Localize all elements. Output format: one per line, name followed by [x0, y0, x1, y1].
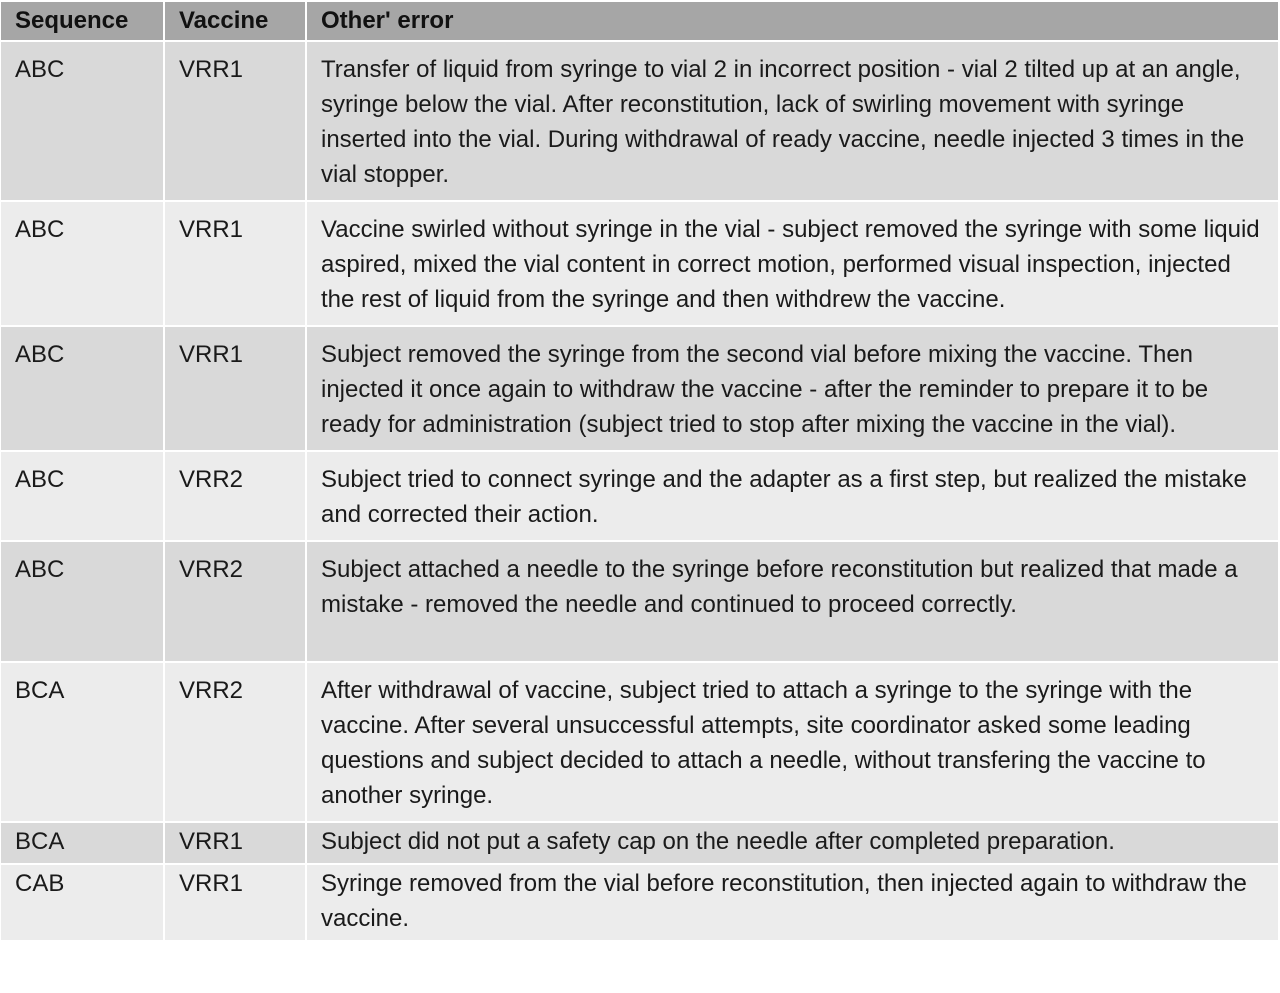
- cell-error: Vaccine swirled without syringe in the vial - subject removed the syringe with some liquid aspired, mixed the vial content in correct motion, performed visual inspection, injected the rest of liquid from the syringe and then withdrew the vaccine.: [306, 201, 1278, 326]
- table-row: [1, 822, 1278, 864]
- table-row: [1, 201, 1278, 326]
- cell-sequence: CAB: [1, 864, 164, 941]
- cell-vaccine: VRR2: [164, 662, 306, 822]
- cell-vaccine: VRR2: [164, 451, 306, 541]
- cell-error: Subject did not put a safety cap on the needle after completed preparation.: [306, 822, 1278, 864]
- table-row: [1, 326, 1278, 451]
- cell-vaccine: VRR1: [164, 864, 306, 941]
- cell-sequence: BCA: [1, 662, 164, 822]
- cell-vaccine: VRR1: [164, 822, 306, 864]
- table-row: [1, 541, 1278, 662]
- header-other-error: Other' error: [306, 2, 1278, 41]
- cell-vaccine: VRR2: [164, 541, 306, 662]
- cell-error: Subject removed the syringe from the second vial before mixing the vaccine. Then injected it once again to withdraw the vaccine - after the reminder to prepare it to be ready for administration (subject tried to stop after mixing the vaccine in the vial).: [306, 326, 1278, 451]
- cell-vaccine: VRR1: [164, 201, 306, 326]
- header-row: [1, 2, 1278, 41]
- cell-sequence: ABC: [1, 201, 164, 326]
- table-row: [1, 864, 1278, 941]
- header-vaccine: Vaccine: [164, 2, 306, 41]
- cell-sequence: BCA: [1, 822, 164, 864]
- cell-vaccine: VRR1: [164, 326, 306, 451]
- cell-sequence: ABC: [1, 541, 164, 662]
- error-table: [1, 2, 1278, 942]
- cell-error: Subject tried to connect syringe and the adapter as a first step, but realized the mistake and corrected their action.: [306, 451, 1278, 541]
- cell-error: Transfer of liquid from syringe to vial 2 in incorrect position - vial 2 tilted up at an angle, syringe below the vial. After reconstitution, lack of swirling movement with syringe inserted into the vial. During withdrawal of ready vaccine, needle injected 3 times in the vial stopper.: [306, 41, 1278, 201]
- table-row: [1, 41, 1278, 201]
- cell-sequence: ABC: [1, 326, 164, 451]
- table-row: [1, 451, 1278, 541]
- cell-sequence: ABC: [1, 451, 164, 541]
- cell-vaccine: VRR1: [164, 41, 306, 201]
- cell-error: After withdrawal of vaccine, subject tried to attach a syringe to the syringe with the vaccine. After several unsuccessful attempts, site coordinator asked some leading questions and subject decided to attach a needle, without transfering the vaccine to another syringe.: [306, 662, 1278, 822]
- header-sequence: Sequence: [1, 2, 164, 41]
- cell-error: Subject attached a needle to the syringe before reconstitution but realized that made a mistake - removed the needle and continued to proceed correctly.: [306, 541, 1278, 662]
- cell-sequence: ABC: [1, 41, 164, 201]
- table-row: [1, 662, 1278, 822]
- cell-error: Syringe removed from the vial before reconstitution, then injected again to withdraw the vaccine.: [306, 864, 1278, 941]
